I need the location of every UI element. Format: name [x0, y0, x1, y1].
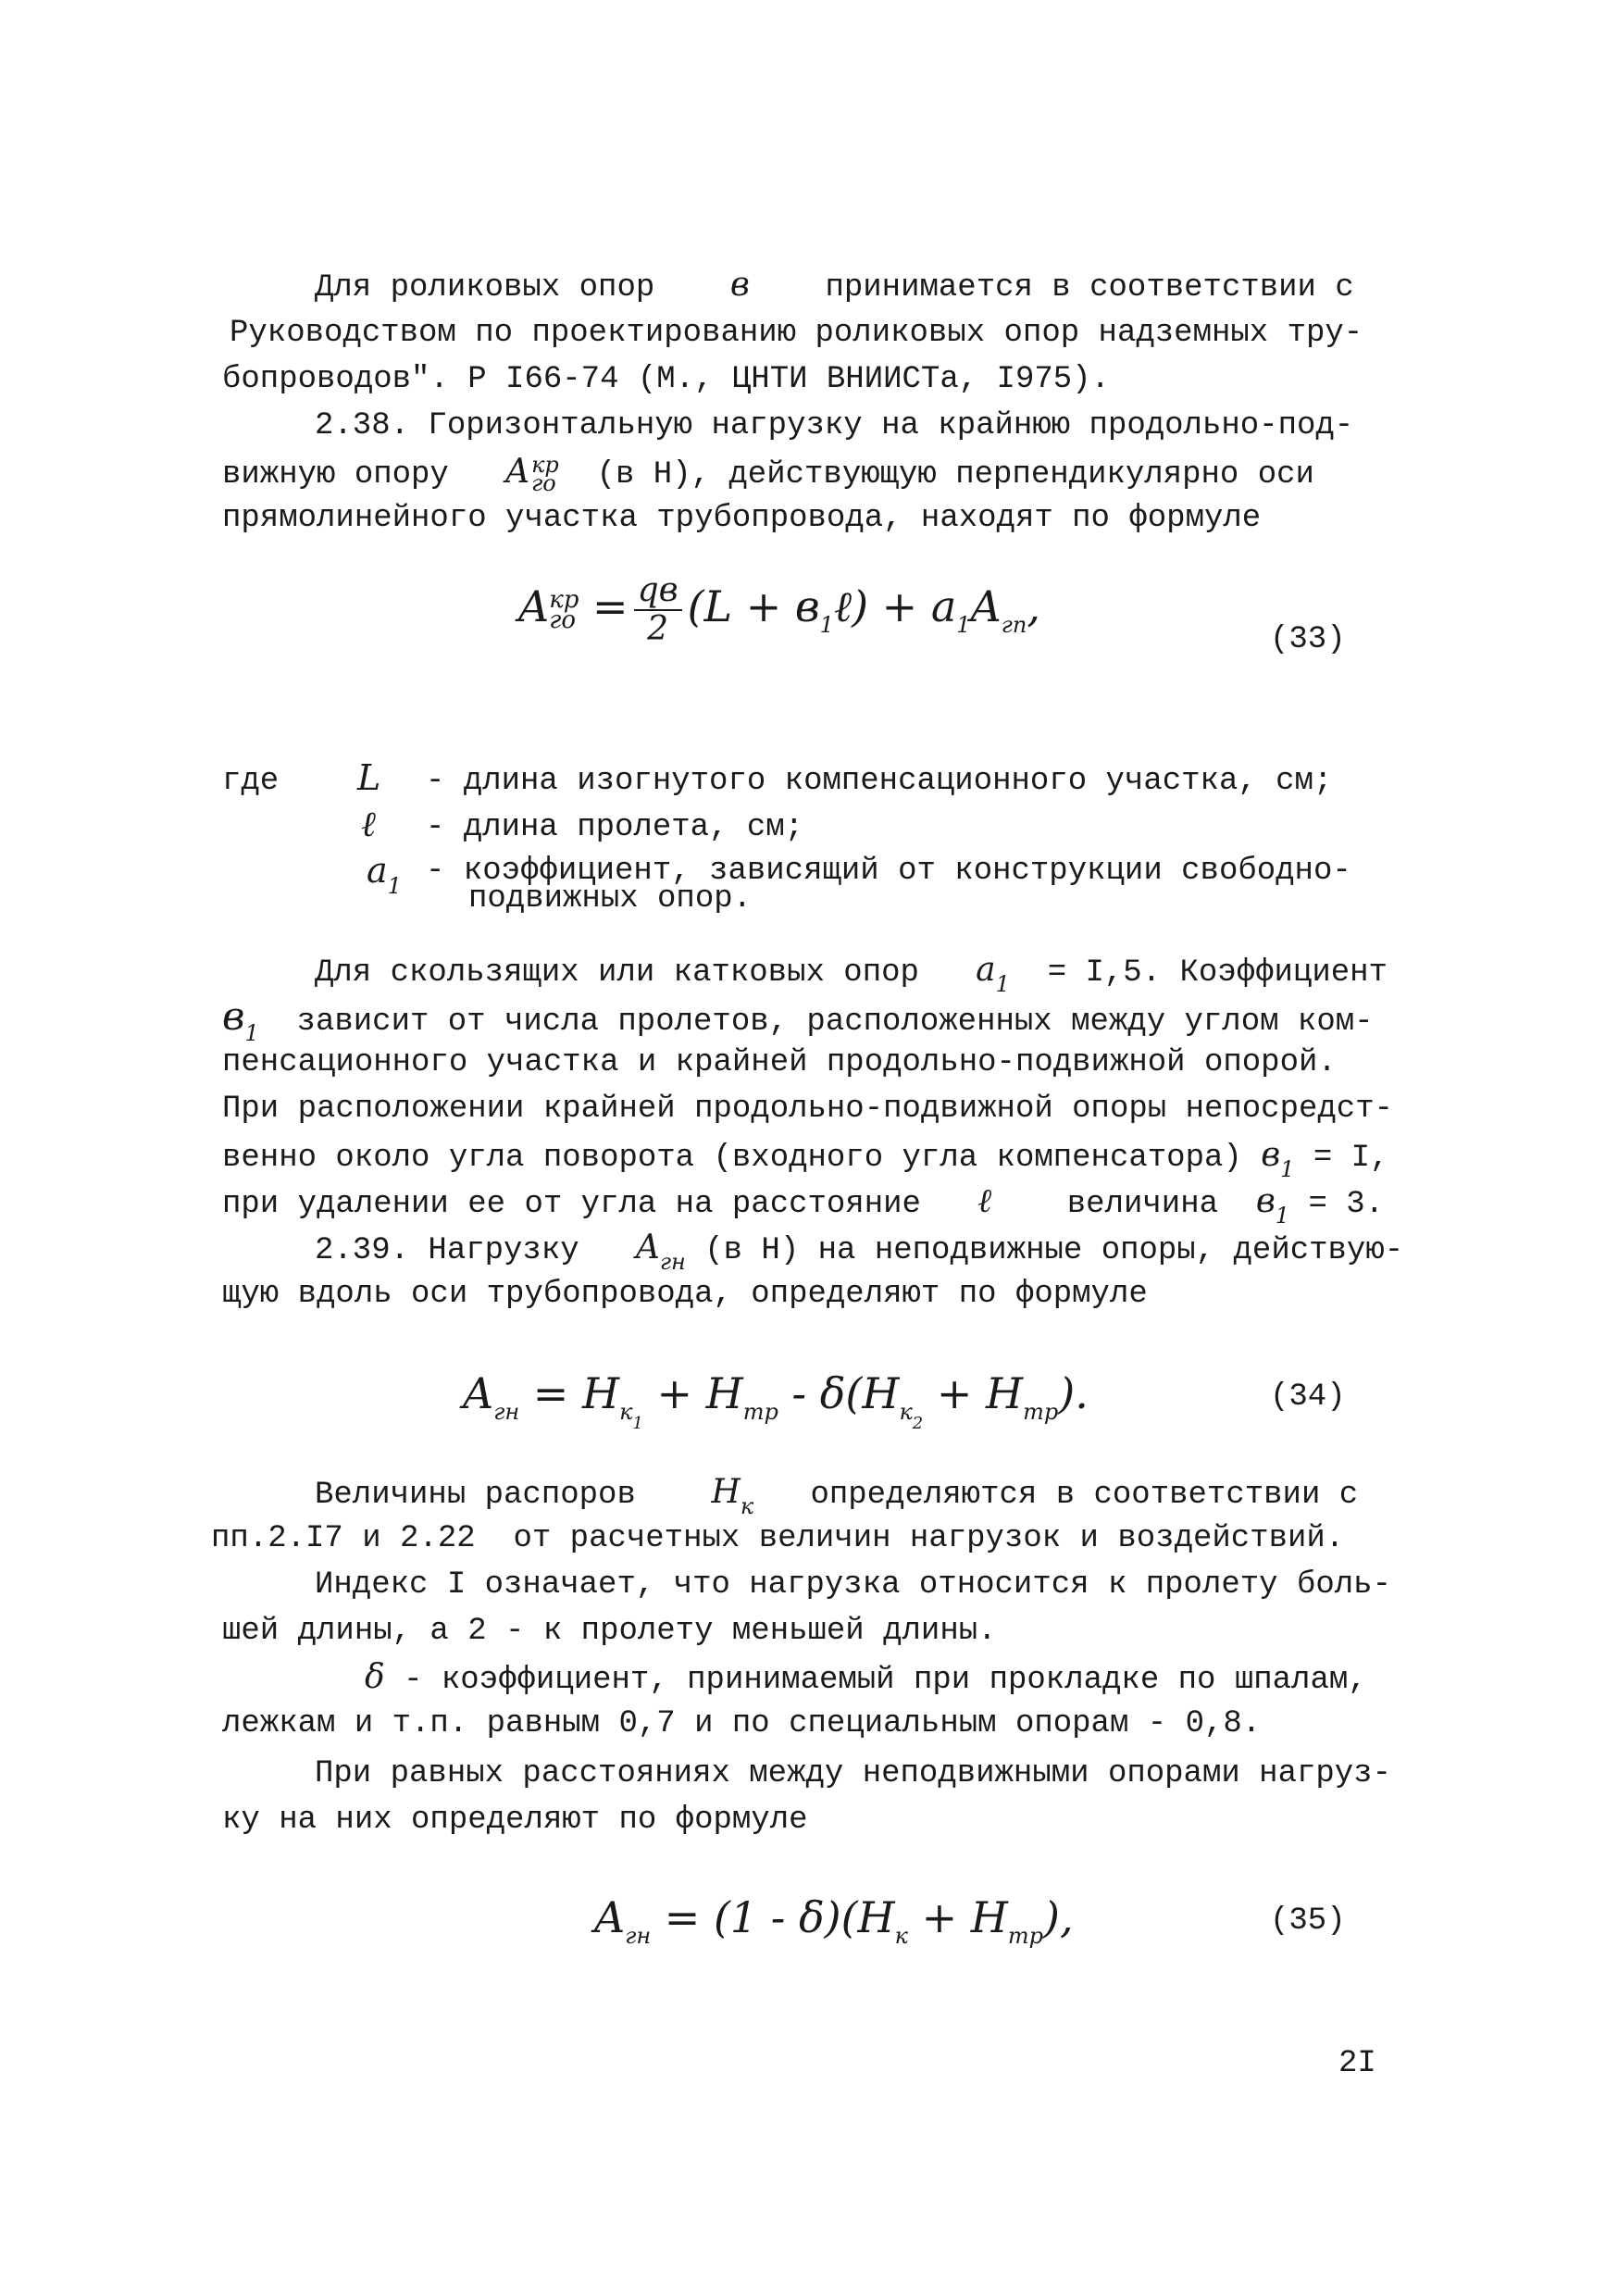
para3-line4: шей длины, а 2 - к пролету меньшей длины.	[222, 1614, 997, 1649]
para1-line3: бопроводов". Р I66-74 (М., ЦНТИ ВНИИСТа, I975).	[222, 362, 1110, 397]
page-number: 2I	[1338, 2046, 1376, 2081]
equation-number-33: (33)	[1270, 622, 1346, 657]
where-label: где	[222, 764, 280, 799]
sec239-line2: щую вдоль оси трубопровода, определяют по формуле	[222, 1277, 1148, 1312]
def-text-a1-line2: подвижных опор.	[468, 881, 753, 917]
def-text-L: - длина изогнутого компенсационного участка, см;	[426, 764, 1333, 799]
para2-line4: При расположении крайней продольно-подвижной опоры непосредст-	[222, 1092, 1394, 1127]
para3-line6: лежкам и т.п. равным 0,7 и по специальным опорам - 0,8.	[222, 1706, 1262, 1741]
equation-34: $A_{гн} = H_{к1} + H_{тр} - \delta(H_{к2} + H_{тр})$.	[463, 1368, 1089, 1433]
equation-number-34: (34)	[1270, 1379, 1346, 1415]
def-text-l: - длина пролета, см;	[426, 810, 804, 845]
para2-line6: при удалении ее от угла на расстояние ℓ величина $в_1 = 3$.	[222, 1182, 1385, 1229]
para2-line3: пенсационного участка и крайней продольно-подвижной опорой.	[222, 1045, 1337, 1080]
para1-line2: Руководством по проектированию роликовых опор надземных тру-	[230, 316, 1363, 351]
equation-35: $A_{гн} = (1 - \delta)(H_к + H_{тр})$,	[594, 1892, 1074, 1949]
sec238-line1: 2.38. Горизонтальную нагрузку на крайнюю продольно-под-	[315, 408, 1354, 443]
sec238-line2: вижную опору A кр го (в Н), действующую перпендикулярно оси	[222, 452, 1314, 497]
para3-line1: Величины распоров $H_к$ определяются в соответствии с	[315, 1473, 1359, 1519]
def-symbol-l: ℓ	[361, 804, 376, 844]
para3-line7: При равных расстояниях между неподвижными опорами нагруз-	[315, 1756, 1391, 1791]
para2-line1: Для скользящих или катковых опор $a_1 = I,5$. Коэффициент	[315, 951, 1388, 997]
sec238-line3: прямолинейного участка трубопровода, находят по формуле	[222, 501, 1262, 536]
para2-line5: венно около угла поворота (входного угла компенсатора) $в_1 = I$,	[222, 1136, 1389, 1182]
symbol-b: в	[729, 266, 750, 304]
para1-line1: Для роликовых опор в принимается в соответствии с	[315, 266, 1354, 306]
def-symbol-L: L	[357, 757, 381, 798]
para3-line8: ку на них определяют по формуле	[222, 1803, 808, 1838]
fraction-qb-over-2: $\frac{qв}{2}$	[634, 572, 682, 648]
para2-line2: $в_1$ зависит от числа пролетов, расположенных между углом ком-	[222, 993, 1374, 1046]
equation-number-35: (35)	[1270, 1903, 1346, 1939]
para3-line2: пп.2.I7 и 2.22 от расчетных величин нагрузок и воздействий.	[211, 1521, 1345, 1556]
equation-33: A кр го = $\frac{qв}{2}$ $(L + в_1\ell) + a_1A_{гп}$,	[518, 571, 1040, 648]
para3-line3: Индекс I означает, что нагрузка относится к пролету боль-	[315, 1567, 1391, 1603]
def-symbol-a1: $a_1$	[367, 850, 402, 899]
sec239-line1: 2.39. Нагрузку $A_{гн}$ (в Н) на неподвижные опоры, действую-	[315, 1229, 1404, 1275]
para3-line5: δ - коэффициент, принимаемый при прокладке по шпалам,	[365, 1658, 1367, 1698]
def-text-a1-line1: - коэффициент, зависящий от конструкции свободно-	[426, 854, 1351, 889]
